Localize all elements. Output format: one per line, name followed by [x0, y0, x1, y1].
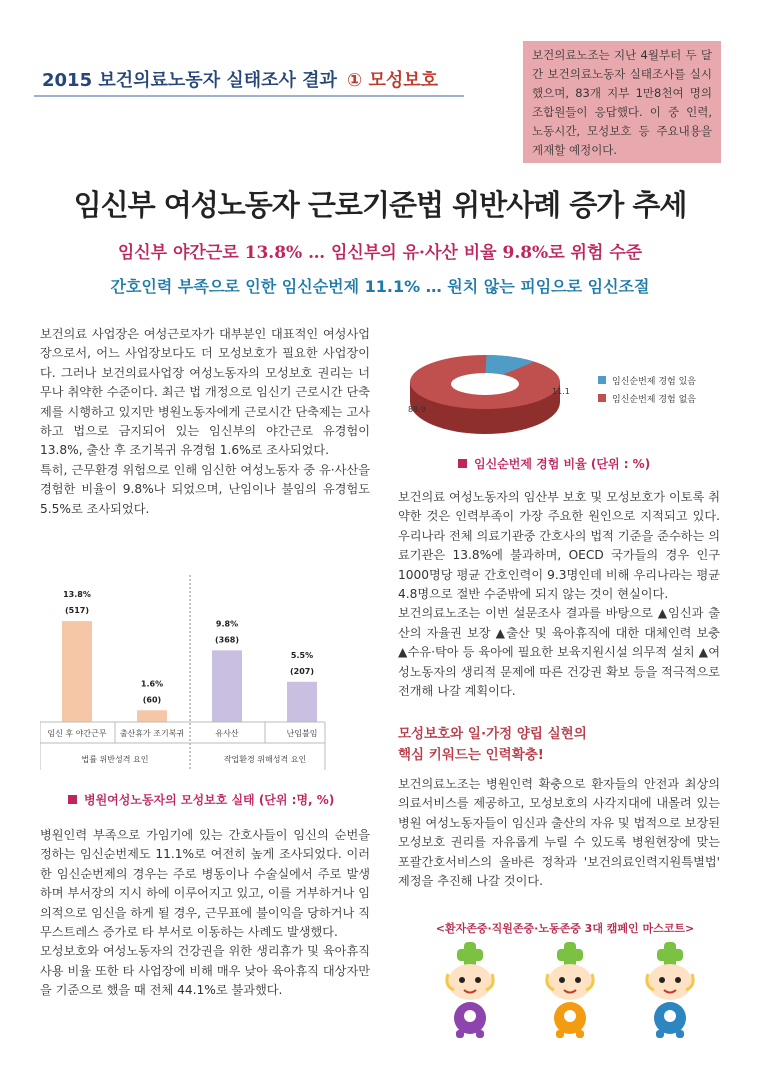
bar-value-label: 13.8% [63, 590, 91, 600]
mascot-labor-icon [647, 942, 693, 1038]
mascot-staff-icon [547, 942, 593, 1038]
mascot-title: <환자존중·직원존중·노동존중 3대 캠페인 마스코트> [435, 922, 695, 935]
donut-chart-caption [458, 455, 650, 472]
paragraph: 보건의료노조는 이번 설문조사 결과를 바탕으로 ▲임신과 출산의 자율권 보장 ▲출산 및 육아휴직에 대한 대체인력 보충 ▲수유·탁아 등 육아에 필요한 보육지원시설 의무적 설치 ▲여성노동자의 생리적 문제에 따른 건강권 확보 등을 적극적으로 전개해 나갈 계획이다. [398, 606, 720, 699]
legend-swatch [598, 376, 606, 384]
paragraph: 보건의료 사업장은 여성근로자가 대부분인 대표적인 여성사업장으로서, 어느 사업장보다도 더 모성보호가 필요한 사업장이다. 그러나 보건의료사업장 여성노동자의 모성보호 권리는 너무나 취약한 수준이다. 최근 법 개정으로 임신기 근로시간 단축제를 시행하고 있지만 병원노동자에게 근로시간 단축제는 고사하고 법으로 금지되어 있는 임신부의 야간근로 유경험이 13.8%, 출산 후 조기복귀 유경험 1.6%로 조사되었다. [40, 327, 370, 458]
section-heading [398, 724, 587, 766]
caption-square-icon [68, 795, 77, 804]
donut-hole [451, 373, 519, 395]
donut-label-yes: 11.1 [552, 387, 570, 396]
bar-value-label: 5.5% [290, 650, 314, 660]
category-label: 출산휴가 조기복귀 [119, 729, 185, 738]
paragraph: 모성보호와 여성노동자의 건강권을 위한 생리휴가 및 육아휴직 사용 비율 또한 타 사업장에 비해 매우 낮아 육아휴직 대상자만을 기준으로 했을 때 전체 44.1%로 불과했다. [40, 944, 370, 998]
legend-label: 임신순번제 경험 없음 [612, 395, 696, 405]
category-label: 임신 후 야간근무 [47, 729, 107, 738]
caption-square-icon [458, 459, 467, 468]
left-article-bottom [40, 826, 370, 1001]
header-underline [34, 95, 464, 97]
bar-value-label: 1.6% [140, 679, 164, 689]
bar-count-label: (517) [64, 606, 90, 616]
bar [137, 710, 167, 722]
bar [212, 650, 242, 722]
paragraph: 보건의료 여성노동자의 임산부 보호 및 모성보호가 이토록 취약한 것은 인력부족이 가장 주요한 원인으로 지적되고 있다. 우리나라 전체 의료기관중 간호사의 법적 기준을 준수하는 의료기관은 13.8%에 불과하며, OECD 국가들의 경우 인구 1000명당 평균 간호인력이 9.3명인데 비해 우리나라는 평균 4.8명으로 절반 수준밖에 되지 않는 것이 현실이다. [398, 490, 720, 602]
mascot-patient-icon [447, 942, 493, 1038]
bar-count-label: (60) [142, 695, 162, 705]
donut-legend [598, 373, 696, 409]
legend-swatch [598, 394, 606, 402]
bar-caption-text: 병원여성노동자의 모성보호 실태 (단위 :명, %) [84, 793, 335, 807]
legend-item-yes [598, 373, 696, 391]
category-label: 유사산 [215, 729, 239, 738]
donut-label-no: 88.9 [408, 405, 426, 414]
right-article-bottom [398, 775, 720, 891]
bar [287, 682, 317, 722]
paragraph: 병원인력 부족으로 가임기에 있는 간호사들이 임신의 순번을 정하는 임신순번제도 11.1%로 여전히 높게 조사되었다. 이러한 임신순번제의 경우는 주로 병동이나 수술실에서 주로 발생하며 부서장의 지시 하에 이루어지고 있고, 이를 거부하거나 임의적으로 임신을 하게 될 경우, 근무표에 불이익을 당하거나 직무스트레스 증가로 타 부서로 이동하는 사례도 발생했다. [40, 828, 370, 940]
mascot-group [430, 940, 710, 1040]
legend-item-no [598, 391, 696, 409]
paragraph: 보건의료노조는 병원인력 확충으로 환자들의 안전과 최상의 의료서비스를 제공하고, 모성보호의 사각지대에 내몰려 있는 병원 여성노동자들이 임신과 출산의 자유 및 법적으로 보장된 모성보호 권리를 자유롭게 누릴 수 있도록 병원현장에 맞는 포괄간호서비스의 올바른 정착과 '보건의료인력지원특별법' 제정을 추진해 나갈 것이다. [398, 777, 720, 889]
headline: 임신부 여성노동자 근로기준법 위반사례 증가 추세 [73, 188, 687, 222]
header-title [42, 66, 438, 92]
bar-chart-caption [68, 791, 334, 808]
bar-value-label: 9.8% [215, 619, 239, 629]
legend-label: 임신순번제 경험 있음 [612, 377, 696, 387]
section-heading-line-1: 모성보호와 일·가정 양립 실현의 [398, 726, 587, 742]
bar-count-label: (207) [289, 666, 315, 676]
category-label: 난임불임 [286, 729, 318, 738]
paragraph: 특히, 근무환경 위험으로 인해 임신한 여성노동자 중 유·사산을 경험한 비율이 9.8%나 되었으며, 난임이나 불임의 유경험도 5.5%로 조사되었다. [40, 462, 370, 516]
subheadline-2: 간호인력 부족으로 인한 임신순번제 11.1% … 원치 않는 피임으로 임신조절 [110, 277, 650, 296]
section-marker: ① 모성보호 [346, 70, 439, 91]
bar [62, 621, 92, 722]
subheadline-1: 임신부 야간근로 13.8% … 임신부의 유·사산 비율 9.8%로 위험 수준 [117, 243, 643, 263]
left-article-top [40, 325, 370, 519]
maternity-bar-chart [40, 565, 340, 775]
rotation-donut-chart [395, 352, 585, 442]
header-title-text: 2015 보건의료노동자 실태조사 결과 [42, 70, 337, 91]
bar-count-label: (368) [214, 635, 240, 645]
section-heading-line-2: 핵심 키워드는 인력확충! [398, 747, 544, 763]
right-article-top [398, 488, 720, 701]
donut-caption-text: 임신순번제 경험 비율 (단위 : %) [474, 457, 651, 471]
notice-box: 보건의료노조는 지난 4월부터 두 달간 보건의료노동자 실태조사를 실시했으며, 83개 지부 1만8천여 명의 조합원들이 응답했다. 이 중 인력, 노동시간, 모성보호 등 주요내용을 게재할 예정이다. [523, 41, 721, 163]
group-label-legal: 법률 위반성격 요인 [81, 755, 149, 764]
group-label-environment: 작업환경 위해성격 요인 [223, 755, 307, 764]
